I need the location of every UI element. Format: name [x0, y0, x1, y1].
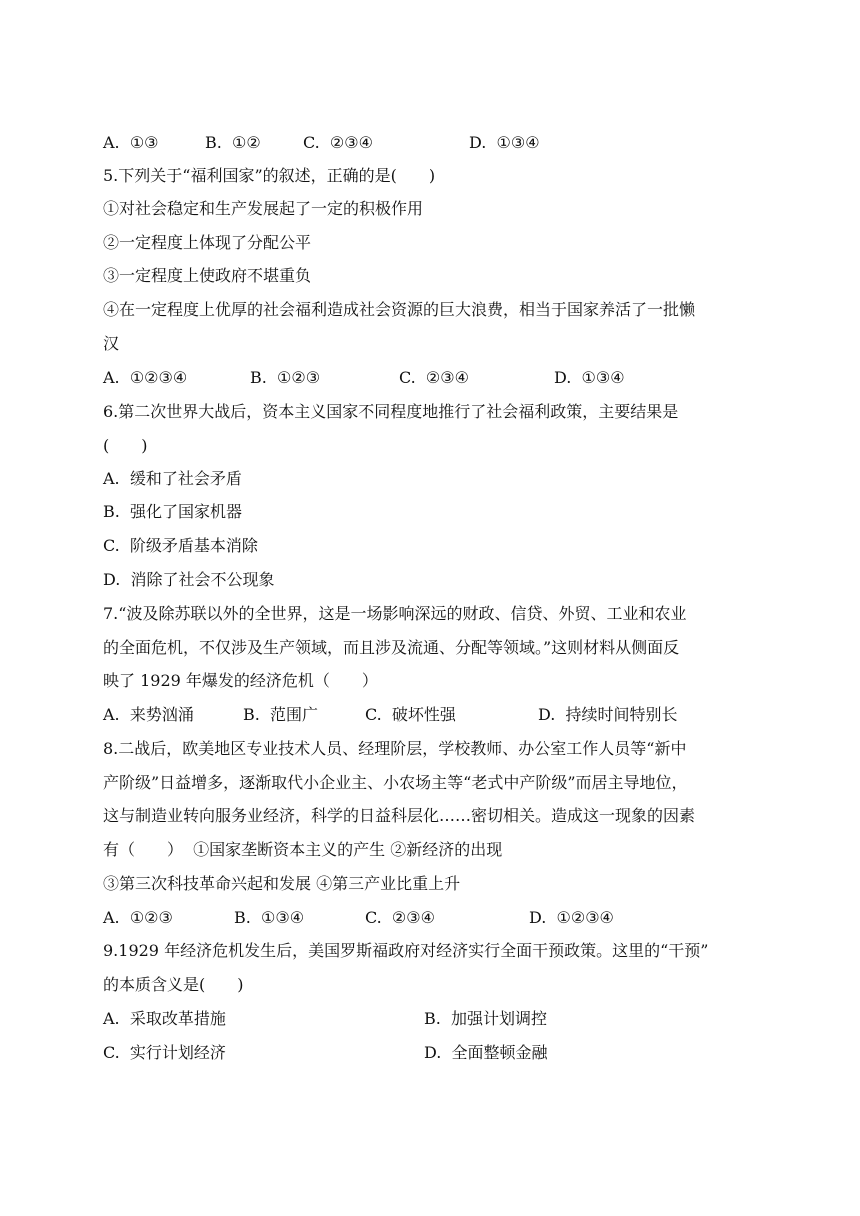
q8-option-a: A. ①②③: [103, 908, 173, 927]
q6-option-d: D. 消除了社会不公现象: [103, 570, 275, 589]
q7-option-d: D. 持续时间特别长: [538, 705, 678, 724]
q7-stem-line1: 7.“波及除苏联以外的全世界，这是一场影响深远的财政、信贷、外贸、工业和农业: [103, 604, 687, 623]
q7-stem-line3: 映了 1929 年爆发的经济危机（ ）: [103, 671, 378, 690]
q8-option-d: D. ①②③④: [529, 908, 614, 927]
q6-stem-line2: ( ): [103, 436, 148, 455]
q8-stem-line1: 8.二战后，欧美地区专业技术人员、经理阶层，学校教师、办公室工作人员等“新中: [103, 739, 687, 758]
q5-statement-4-line2: 汉: [103, 334, 120, 353]
q5-statement-3: ③一定程度上使政府不堪重负: [103, 266, 312, 285]
q4-option-a: A. ①③: [103, 133, 159, 152]
q5-statement-2: ②一定程度上体现了分配公平: [103, 233, 312, 252]
q5-statement-1: ①对社会稳定和生产发展起了一定的积极作用: [103, 199, 424, 218]
q7-stem-line2: 的全面危机，不仅涉及生产领域，而且涉及流通、分配等领域。”这则材料从侧面反: [103, 638, 680, 657]
q5-statement-4-line1: ④在一定程度上优厚的社会福利造成社会资源的巨大浪费，相当于国家养活了一批懒: [103, 300, 696, 319]
q8-stem-line2: 产阶级”日益增多，逐渐取代小企业主、小农场主等“老式中产阶级”而居主导地位，: [103, 773, 688, 792]
q8-stem-line3: 这与制造业转向服务业经济，科学的日益科层化……密切相关。造成这一现象的因素: [103, 806, 696, 825]
q4-option-c: C. ②③④: [303, 133, 373, 152]
q9-option-d: D. 全面整顿金融: [424, 1043, 548, 1062]
q5-option-b: B. ①②③: [250, 368, 321, 387]
q5-option-a: A. ①②③④: [103, 368, 188, 387]
q8-stem-line5: ③第三次科技革命兴起和发展 ④第三产业比重上升: [103, 874, 461, 893]
q6-option-a: A. 缓和了社会矛盾: [103, 469, 242, 488]
q6-stem-line1: 6.第二次世界大战后，资本主义国家不同程度地推行了社会福利政策，主要结果是: [103, 402, 679, 421]
q9-option-b: B. 加强计划调控: [424, 1009, 548, 1028]
q8-option-c: C. ②③④: [365, 908, 435, 927]
q4-option-d: D. ①③④: [469, 133, 540, 152]
q7-option-b: B. 范围广: [243, 705, 319, 724]
q5-stem: 5.下列关于“福利国家”的叙述，正确的是( ): [103, 166, 436, 185]
q5-option-d: D. ①③④: [554, 368, 625, 387]
q8-stem-line4: 有（ ） ①国家垄断资本主义的产生 ②新经济的出现: [103, 840, 503, 859]
q7-option-c: C. 破坏性强: [365, 705, 456, 724]
q9-stem-line1: 9.1929 年经济危机发生后，美国罗斯福政府对经济实行全面干预政策。这里的“干预”: [103, 941, 709, 960]
q9-option-c: C. 实行计划经济: [103, 1043, 226, 1062]
q7-option-a: A. 来势汹涌: [103, 705, 194, 724]
q9-stem-line2: 的本质含义是( ): [103, 975, 244, 994]
q5-option-c: C. ②③④: [399, 368, 469, 387]
q8-option-b: B. ①③④: [234, 908, 305, 927]
q4-option-b: B. ①②: [205, 133, 261, 152]
q9-option-a: A. 采取改革措施: [103, 1009, 226, 1028]
q6-option-b: B. 强化了国家机器: [103, 502, 243, 521]
q6-option-c: C. 阶级矛盾基本消除: [103, 536, 258, 555]
